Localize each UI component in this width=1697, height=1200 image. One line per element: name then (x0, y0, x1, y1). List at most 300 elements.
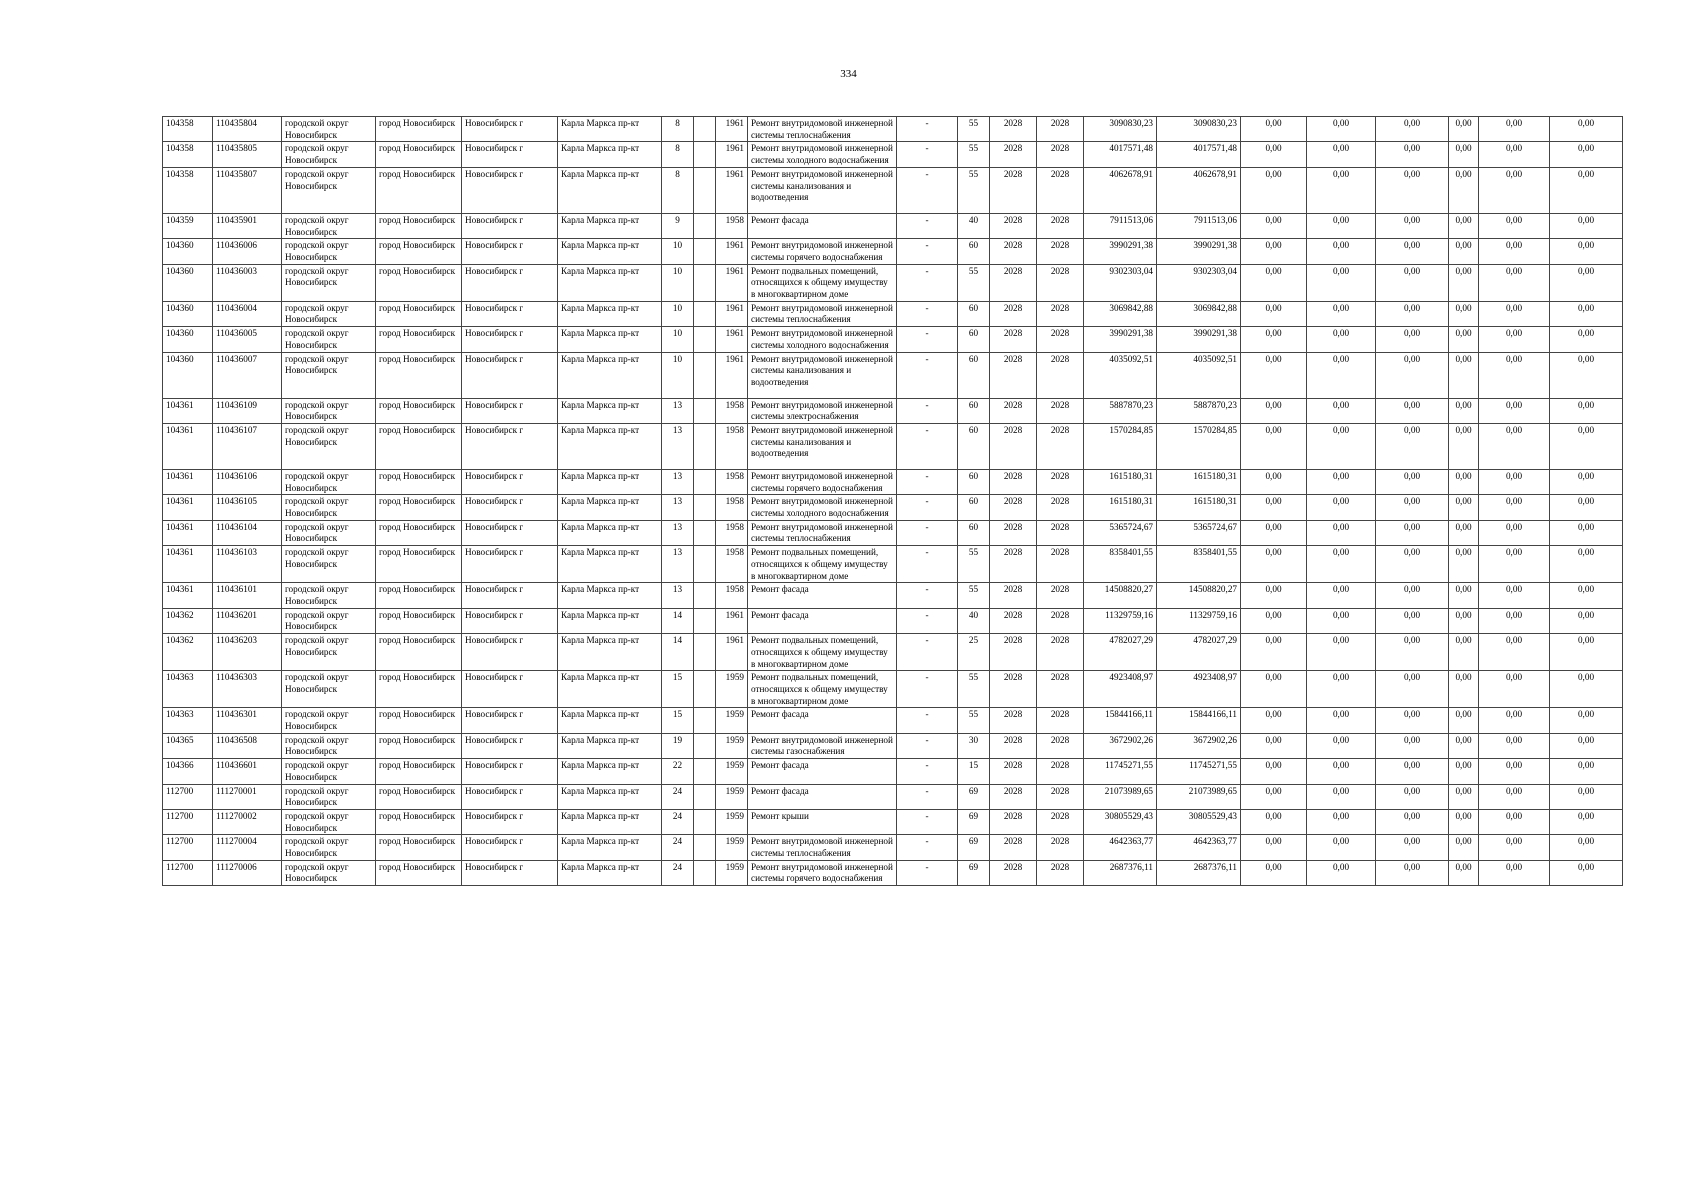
fund-cost-cell: 4062678,91 (1157, 167, 1241, 213)
amount-cell: 0,00 (1550, 759, 1623, 784)
amount-cell: 0,00 (1241, 264, 1307, 301)
amount-cell: 0,00 (1449, 520, 1479, 545)
plan-year-cell: 2028 (990, 167, 1037, 213)
amount-cell: 0,00 (1550, 583, 1623, 608)
amount-cell: 0,00 (1307, 495, 1376, 520)
city-cell: Новосибирск г (462, 835, 558, 860)
amount-cell: 0,00 (1449, 423, 1479, 469)
work-id-cell: 110436301 (213, 708, 282, 733)
city-cell: Новосибирск г (462, 239, 558, 264)
house-number-cell: 10 (662, 239, 694, 264)
wear-percent-cell: 55 (958, 142, 990, 167)
plan-year-cell: 2028 (990, 708, 1037, 733)
amount-cell: 0,00 (1376, 520, 1449, 545)
amount-cell: 0,00 (1376, 167, 1449, 213)
plan-year-cell: 2028 (990, 117, 1037, 142)
plan-year-cell: 2028 (990, 546, 1037, 583)
build-year-cell: 1958 (716, 469, 748, 494)
fact-year-cell: 2028 (1037, 495, 1084, 520)
fund-cost-cell: 3672902,26 (1157, 733, 1241, 758)
plan-year-cell: 2028 (990, 520, 1037, 545)
dash-cell: - (897, 520, 958, 545)
fact-year-cell: 2028 (1037, 671, 1084, 708)
house-id-cell: 104358 (163, 142, 213, 167)
work-type-cell: Ремонт фасада (748, 583, 897, 608)
fund-cost-cell: 4923408,97 (1157, 671, 1241, 708)
street-cell: Карла Маркса пр-кт (558, 671, 662, 708)
dash-cell: - (897, 835, 958, 860)
build-year-cell: 1958 (716, 520, 748, 545)
fact-year-cell: 2028 (1037, 520, 1084, 545)
amount-cell: 0,00 (1550, 264, 1623, 301)
city-cell: Новосибирск г (462, 583, 558, 608)
settlement-cell: город Новосибирск (376, 860, 462, 885)
amount-cell: 0,00 (1241, 608, 1307, 633)
build-year-cell: 1961 (716, 608, 748, 633)
amount-cell: 0,00 (1307, 167, 1376, 213)
amount-cell: 0,00 (1479, 546, 1550, 583)
build-year-cell: 1961 (716, 352, 748, 398)
house-number-cell: 10 (662, 352, 694, 398)
build-year-cell: 1961 (716, 142, 748, 167)
fact-year-cell: 2028 (1037, 634, 1084, 671)
total-cost-cell: 4062678,91 (1084, 167, 1157, 213)
settlement-cell: город Новосибирск (376, 784, 462, 809)
house-id-cell: 112700 (163, 860, 213, 885)
city-cell: Новосибирск г (462, 634, 558, 671)
house-number-cell: 10 (662, 264, 694, 301)
plan-year-cell: 2028 (990, 423, 1037, 469)
amount-cell: 0,00 (1550, 634, 1623, 671)
amount-cell: 0,00 (1479, 634, 1550, 671)
amount-cell: 0,00 (1479, 469, 1550, 494)
work-id-cell: 110436105 (213, 495, 282, 520)
street-cell: Карла Маркса пр-кт (558, 835, 662, 860)
amount-cell: 0,00 (1307, 759, 1376, 784)
empty-cell (694, 239, 716, 264)
amount-cell: 0,00 (1376, 352, 1449, 398)
work-id-cell: 110436005 (213, 327, 282, 352)
amount-cell: 0,00 (1449, 733, 1479, 758)
settlement-cell: город Новосибирск (376, 733, 462, 758)
total-cost-cell: 4782027,29 (1084, 634, 1157, 671)
fund-cost-cell: 2687376,11 (1157, 860, 1241, 885)
work-type-cell: Ремонт внутридомовой инженерной системы холодного водоснабжения (748, 142, 897, 167)
amount-cell: 0,00 (1479, 167, 1550, 213)
work-id-cell: 110436104 (213, 520, 282, 545)
plan-year-cell: 2028 (990, 352, 1037, 398)
city-cell: Новосибирск г (462, 733, 558, 758)
plan-year-cell: 2028 (990, 608, 1037, 633)
work-type-cell: Ремонт внутридомовой инженерной системы теплоснабжения (748, 520, 897, 545)
amount-cell: 0,00 (1550, 167, 1623, 213)
amount-cell: 0,00 (1550, 608, 1623, 633)
wear-percent-cell: 55 (958, 117, 990, 142)
house-id-cell: 104360 (163, 301, 213, 326)
wear-percent-cell: 60 (958, 239, 990, 264)
fact-year-cell: 2028 (1037, 398, 1084, 423)
empty-cell (694, 264, 716, 301)
work-type-cell: Ремонт фасада (748, 213, 897, 238)
amount-cell: 0,00 (1241, 301, 1307, 326)
build-year-cell: 1959 (716, 860, 748, 885)
capital-repair-table (162, 116, 1623, 886)
total-cost-cell: 15844166,11 (1084, 708, 1157, 733)
settlement-cell: город Новосибирск (376, 608, 462, 633)
amount-cell: 0,00 (1449, 634, 1479, 671)
work-type-cell: Ремонт подвальных помещений, относящихся к общему имуществу в многоквартирном доме (748, 634, 897, 671)
empty-cell (694, 423, 716, 469)
work-type-cell: Ремонт внутридомовой инженерной системы канализования и водоотведения (748, 352, 897, 398)
district-cell: городской округ Новосибирск (282, 583, 376, 608)
city-cell: Новосибирск г (462, 117, 558, 142)
house-id-cell: 104360 (163, 327, 213, 352)
work-id-cell: 111270001 (213, 784, 282, 809)
plan-year-cell: 2028 (990, 733, 1037, 758)
amount-cell: 0,00 (1307, 327, 1376, 352)
table-row (163, 167, 1623, 213)
build-year-cell: 1959 (716, 671, 748, 708)
table-row (163, 398, 1623, 423)
amount-cell: 0,00 (1479, 733, 1550, 758)
table-row (163, 423, 1623, 469)
city-cell: Новосибирск г (462, 759, 558, 784)
dash-cell: - (897, 546, 958, 583)
table-row (163, 583, 1623, 608)
amount-cell: 0,00 (1376, 117, 1449, 142)
settlement-cell: город Новосибирск (376, 423, 462, 469)
dash-cell: - (897, 301, 958, 326)
empty-cell (694, 835, 716, 860)
empty-cell (694, 608, 716, 633)
amount-cell: 0,00 (1241, 860, 1307, 885)
district-cell: городской округ Новосибирск (282, 142, 376, 167)
total-cost-cell: 4035092,51 (1084, 352, 1157, 398)
street-cell: Карла Маркса пр-кт (558, 327, 662, 352)
dash-cell: - (897, 142, 958, 167)
fact-year-cell: 2028 (1037, 423, 1084, 469)
amount-cell: 0,00 (1241, 423, 1307, 469)
street-cell: Карла Маркса пр-кт (558, 239, 662, 264)
settlement-cell: город Новосибирск (376, 671, 462, 708)
amount-cell: 0,00 (1449, 469, 1479, 494)
amount-cell: 0,00 (1241, 520, 1307, 545)
table-row (163, 608, 1623, 633)
amount-cell: 0,00 (1376, 239, 1449, 264)
amount-cell: 0,00 (1307, 398, 1376, 423)
plan-year-cell: 2028 (990, 301, 1037, 326)
page-number: 334 (840, 68, 857, 80)
amount-cell: 0,00 (1376, 708, 1449, 733)
amount-cell: 0,00 (1550, 398, 1623, 423)
amount-cell: 0,00 (1550, 809, 1623, 834)
fund-cost-cell: 7911513,06 (1157, 213, 1241, 238)
amount-cell: 0,00 (1376, 733, 1449, 758)
total-cost-cell: 8358401,55 (1084, 546, 1157, 583)
house-id-cell: 104363 (163, 671, 213, 708)
amount-cell: 0,00 (1550, 469, 1623, 494)
fund-cost-cell: 3069842,88 (1157, 301, 1241, 326)
settlement-cell: город Новосибирск (376, 546, 462, 583)
fund-cost-cell: 14508820,27 (1157, 583, 1241, 608)
build-year-cell: 1961 (716, 327, 748, 352)
fund-cost-cell: 30805529,43 (1157, 809, 1241, 834)
city-cell: Новосибирск г (462, 142, 558, 167)
street-cell: Карла Маркса пр-кт (558, 860, 662, 885)
plan-year-cell: 2028 (990, 759, 1037, 784)
street-cell: Карла Маркса пр-кт (558, 142, 662, 167)
plan-year-cell: 2028 (990, 784, 1037, 809)
wear-percent-cell: 60 (958, 327, 990, 352)
amount-cell: 0,00 (1479, 708, 1550, 733)
district-cell: городской округ Новосибирск (282, 167, 376, 213)
wear-percent-cell: 60 (958, 520, 990, 545)
wear-percent-cell: 55 (958, 583, 990, 608)
house-id-cell: 104361 (163, 546, 213, 583)
amount-cell: 0,00 (1449, 142, 1479, 167)
house-number-cell: 9 (662, 213, 694, 238)
city-cell: Новосибирск г (462, 213, 558, 238)
fund-cost-cell: 11745271,55 (1157, 759, 1241, 784)
build-year-cell: 1958 (716, 213, 748, 238)
house-id-cell: 104362 (163, 608, 213, 633)
amount-cell: 0,00 (1376, 469, 1449, 494)
plan-year-cell: 2028 (990, 469, 1037, 494)
wear-percent-cell: 60 (958, 495, 990, 520)
work-type-cell: Ремонт внутридомовой инженерной системы теплоснабжения (748, 301, 897, 326)
fund-cost-cell: 5365724,67 (1157, 520, 1241, 545)
work-type-cell: Ремонт внутридомовой инженерной системы холодного водоснабжения (748, 495, 897, 520)
amount-cell: 0,00 (1550, 546, 1623, 583)
street-cell: Карла Маркса пр-кт (558, 809, 662, 834)
table-row (163, 671, 1623, 708)
amount-cell: 0,00 (1550, 495, 1623, 520)
wear-percent-cell: 55 (958, 546, 990, 583)
amount-cell: 0,00 (1550, 327, 1623, 352)
wear-percent-cell: 40 (958, 608, 990, 633)
table-row (163, 327, 1623, 352)
street-cell: Карла Маркса пр-кт (558, 546, 662, 583)
district-cell: городской округ Новосибирск (282, 264, 376, 301)
work-type-cell: Ремонт подвальных помещений, относящихся к общему имуществу в многоквартирном доме (748, 671, 897, 708)
amount-cell: 0,00 (1376, 423, 1449, 469)
district-cell: городской округ Новосибирск (282, 301, 376, 326)
amount-cell: 0,00 (1550, 142, 1623, 167)
dash-cell: - (897, 733, 958, 758)
amount-cell: 0,00 (1479, 423, 1550, 469)
total-cost-cell: 5887870,23 (1084, 398, 1157, 423)
amount-cell: 0,00 (1449, 583, 1479, 608)
work-id-cell: 110436003 (213, 264, 282, 301)
city-cell: Новосибирск г (462, 784, 558, 809)
amount-cell: 0,00 (1479, 117, 1550, 142)
empty-cell (694, 469, 716, 494)
build-year-cell: 1959 (716, 733, 748, 758)
settlement-cell: город Новосибирск (376, 239, 462, 264)
house-id-cell: 112700 (163, 835, 213, 860)
work-type-cell: Ремонт крыши (748, 809, 897, 834)
dash-cell: - (897, 583, 958, 608)
street-cell: Карла Маркса пр-кт (558, 495, 662, 520)
amount-cell: 0,00 (1376, 213, 1449, 238)
work-id-cell: 110436601 (213, 759, 282, 784)
fund-cost-cell: 4782027,29 (1157, 634, 1241, 671)
work-id-cell: 110436103 (213, 546, 282, 583)
district-cell: городской округ Новосибирск (282, 733, 376, 758)
settlement-cell: город Новосибирск (376, 213, 462, 238)
settlement-cell: город Новосибирск (376, 301, 462, 326)
table-row (163, 634, 1623, 671)
district-cell: городской округ Новосибирск (282, 352, 376, 398)
amount-cell: 0,00 (1449, 860, 1479, 885)
amount-cell: 0,00 (1241, 809, 1307, 834)
amount-cell: 0,00 (1307, 213, 1376, 238)
house-number-cell: 24 (662, 860, 694, 885)
district-cell: городской округ Новосибирск (282, 469, 376, 494)
street-cell: Карла Маркса пр-кт (558, 520, 662, 545)
amount-cell: 0,00 (1479, 398, 1550, 423)
empty-cell (694, 352, 716, 398)
wear-percent-cell: 69 (958, 784, 990, 809)
wear-percent-cell: 69 (958, 809, 990, 834)
fund-cost-cell: 4642363,77 (1157, 835, 1241, 860)
empty-cell (694, 167, 716, 213)
house-id-cell: 104361 (163, 495, 213, 520)
fact-year-cell: 2028 (1037, 809, 1084, 834)
amount-cell: 0,00 (1241, 784, 1307, 809)
district-cell: городской округ Новосибирск (282, 671, 376, 708)
build-year-cell: 1961 (716, 117, 748, 142)
fact-year-cell: 2028 (1037, 327, 1084, 352)
amount-cell: 0,00 (1449, 167, 1479, 213)
city-cell: Новосибирск г (462, 546, 558, 583)
house-id-cell: 104360 (163, 264, 213, 301)
amount-cell: 0,00 (1550, 117, 1623, 142)
amount-cell: 0,00 (1449, 117, 1479, 142)
wear-percent-cell: 40 (958, 213, 990, 238)
build-year-cell: 1961 (716, 239, 748, 264)
city-cell: Новосибирск г (462, 671, 558, 708)
fact-year-cell: 2028 (1037, 546, 1084, 583)
amount-cell: 0,00 (1550, 423, 1623, 469)
table-row (163, 352, 1623, 398)
empty-cell (694, 634, 716, 671)
total-cost-cell: 9302303,04 (1084, 264, 1157, 301)
total-cost-cell: 3672902,26 (1084, 733, 1157, 758)
settlement-cell: город Новосибирск (376, 398, 462, 423)
dash-cell: - (897, 671, 958, 708)
work-id-cell: 110436006 (213, 239, 282, 264)
amount-cell: 0,00 (1307, 809, 1376, 834)
build-year-cell: 1959 (716, 835, 748, 860)
house-id-cell: 104358 (163, 167, 213, 213)
total-cost-cell: 11745271,55 (1084, 759, 1157, 784)
district-cell: городской округ Новосибирск (282, 117, 376, 142)
house-number-cell: 13 (662, 520, 694, 545)
work-id-cell: 111270002 (213, 809, 282, 834)
fact-year-cell: 2028 (1037, 583, 1084, 608)
work-id-cell: 110436107 (213, 423, 282, 469)
total-cost-cell: 14508820,27 (1084, 583, 1157, 608)
street-cell: Карла Маркса пр-кт (558, 117, 662, 142)
house-number-cell: 13 (662, 423, 694, 469)
plan-year-cell: 2028 (990, 239, 1037, 264)
plan-year-cell: 2028 (990, 213, 1037, 238)
table-row (163, 860, 1623, 885)
amount-cell: 0,00 (1449, 264, 1479, 301)
table-row (163, 546, 1623, 583)
city-cell: Новосибирск г (462, 398, 558, 423)
build-year-cell: 1959 (716, 784, 748, 809)
build-year-cell: 1961 (716, 264, 748, 301)
city-cell: Новосибирск г (462, 708, 558, 733)
build-year-cell: 1958 (716, 495, 748, 520)
street-cell: Карла Маркса пр-кт (558, 352, 662, 398)
build-year-cell: 1961 (716, 634, 748, 671)
amount-cell: 0,00 (1376, 809, 1449, 834)
settlement-cell: город Новосибирск (376, 583, 462, 608)
amount-cell: 0,00 (1241, 352, 1307, 398)
amount-cell: 0,00 (1550, 301, 1623, 326)
house-number-cell: 13 (662, 495, 694, 520)
plan-year-cell: 2028 (990, 327, 1037, 352)
house-id-cell: 104365 (163, 733, 213, 758)
wear-percent-cell: 55 (958, 671, 990, 708)
fund-cost-cell: 9302303,04 (1157, 264, 1241, 301)
house-id-cell: 112700 (163, 809, 213, 834)
table-row (163, 117, 1623, 142)
amount-cell: 0,00 (1241, 835, 1307, 860)
empty-cell (694, 327, 716, 352)
fund-cost-cell: 3990291,38 (1157, 327, 1241, 352)
work-id-cell: 110435807 (213, 167, 282, 213)
amount-cell: 0,00 (1307, 546, 1376, 583)
dash-cell: - (897, 167, 958, 213)
amount-cell: 0,00 (1307, 671, 1376, 708)
empty-cell (694, 213, 716, 238)
plan-year-cell: 2028 (990, 495, 1037, 520)
empty-cell (694, 546, 716, 583)
amount-cell: 0,00 (1550, 708, 1623, 733)
plan-year-cell: 2028 (990, 809, 1037, 834)
amount-cell: 0,00 (1376, 608, 1449, 633)
amount-cell: 0,00 (1479, 264, 1550, 301)
amount-cell: 0,00 (1479, 495, 1550, 520)
city-cell: Новосибирск г (462, 264, 558, 301)
total-cost-cell: 30805529,43 (1084, 809, 1157, 834)
wear-percent-cell: 60 (958, 469, 990, 494)
plan-year-cell: 2028 (990, 398, 1037, 423)
fund-cost-cell: 3090830,23 (1157, 117, 1241, 142)
total-cost-cell: 1570284,85 (1084, 423, 1157, 469)
build-year-cell: 1961 (716, 301, 748, 326)
amount-cell: 0,00 (1550, 784, 1623, 809)
table-row (163, 809, 1623, 834)
amount-cell: 0,00 (1307, 733, 1376, 758)
amount-cell: 0,00 (1241, 239, 1307, 264)
house-id-cell: 112700 (163, 784, 213, 809)
amount-cell: 0,00 (1376, 671, 1449, 708)
settlement-cell: город Новосибирск (376, 520, 462, 545)
total-cost-cell: 3990291,38 (1084, 327, 1157, 352)
district-cell: городской округ Новосибирск (282, 634, 376, 671)
dash-cell: - (897, 608, 958, 633)
work-type-cell: Ремонт внутридомовой инженерной системы холодного водоснабжения (748, 327, 897, 352)
work-id-cell: 110436004 (213, 301, 282, 326)
house-number-cell: 8 (662, 167, 694, 213)
amount-cell: 0,00 (1241, 117, 1307, 142)
total-cost-cell: 4017571,48 (1084, 142, 1157, 167)
